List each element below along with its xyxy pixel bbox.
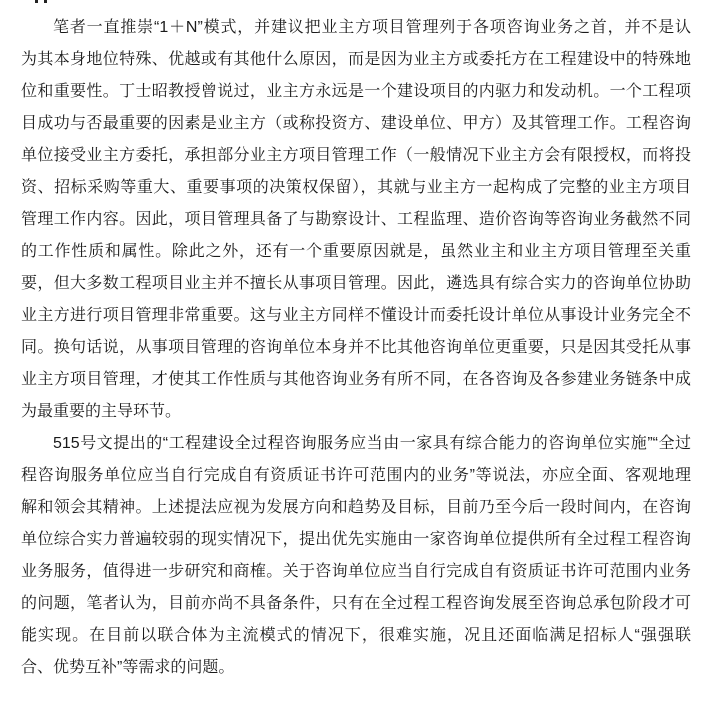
text-line: 能实现。在目前以联合体为主流模式的情况下，很难实施，况且还面临满足招标人“强强联 [21, 627, 691, 644]
text-line: 笔者一直推崇“1＋N”模式，并建议把业主方项目管理列于各项咨询业务之首，并不是认 [53, 19, 691, 36]
clipped-glyph-mark [35, 0, 38, 3]
text-line: 解和领会其精神。上述提法应视为发展方向和趋势及目标，目前乃至今后一段时间内，在咨询 [21, 499, 691, 516]
text-line: 为其本身地位特殊、优越或有其他什么原因，而是因为业主方或委托方在工程建设中的特殊地 [21, 51, 691, 68]
text-body [21, 12, 691, 684]
paragraph-2 [21, 428, 691, 684]
clipped-glyph-mark [44, 0, 47, 3]
text-line: 目成功与否最重要的因素是业主方（或称投资方、建设单位、甲方）及其管理工作。工程咨询 [21, 115, 691, 132]
text-line: 要，但大多数工程项目业主并不擅长从事项目管理。因此，遴选具有综合实力的咨询单位协助 [21, 275, 691, 292]
text-line: 合、优势互补”等需求的问题。 [21, 659, 235, 676]
text-line: 为最重要的主导环节。 [21, 403, 182, 420]
text-line: 的工作性质和属性。除此之外，还有一个重要原因就是，虽然业主和业主方项目管理至关重 [21, 243, 691, 260]
text-line: 资、招标采购等重大、重要事项的决策权保留），其就与业主方一起构成了完整的业主方项目 [21, 179, 691, 196]
text-line: 业主方进行项目管理非常重要。这与业主方同样不懂设计而委托设计单位从事设计业务完全不 [21, 307, 691, 324]
paragraph-1 [21, 12, 691, 428]
text-line: 程咨询服务单位应当自行完成自有资质证书许可范围内的业务”等说法，亦应全面、客观地理 [21, 467, 691, 484]
text-line: 单位综合实力普遍较弱的现实情况下，提出优先实施由一家咨询单位提供所有全过程工程咨询 [21, 531, 691, 548]
text-line: 位和重要性。丁士昭教授曾说过，业主方永远是一个建设项目的内驱力和发动机。一个工程项 [21, 83, 691, 100]
text-line: 业主方项目管理，才使其工作性质与其他咨询业务有所不同，在各咨询及各参建业务链条中成 [21, 371, 691, 388]
text-line: 单位接受业主方委托，承担部分业主方项目管理工作（一般情况下业主方会有限授权，而将投 [21, 147, 691, 164]
clipped-text-fragment [0, 0, 60, 3]
text-line: 业务服务，值得进一步研究和商榷。关于咨询单位应当自行完成自有资质证书许可范围内业务 [21, 563, 691, 580]
text-line: 同。换句话说，从事项目管理的咨询单位本身并不比其他咨询单位更重要，只是因其受托从事 [21, 339, 691, 356]
text-line: 的问题，笔者认为，目前亦尚不具备条件，只有在全过程工程咨询发展至咨询总承包阶段才可 [21, 595, 691, 612]
text-line: 管理工作内容。因此，项目管理具备了与勘察设计、工程监理、造价咨询等咨询业务截然不同 [21, 211, 691, 228]
text-line: 515号文提出的“工程建设全过程咨询服务应当由一家具有综合能力的咨询单位实施”“全过 [53, 435, 691, 452]
